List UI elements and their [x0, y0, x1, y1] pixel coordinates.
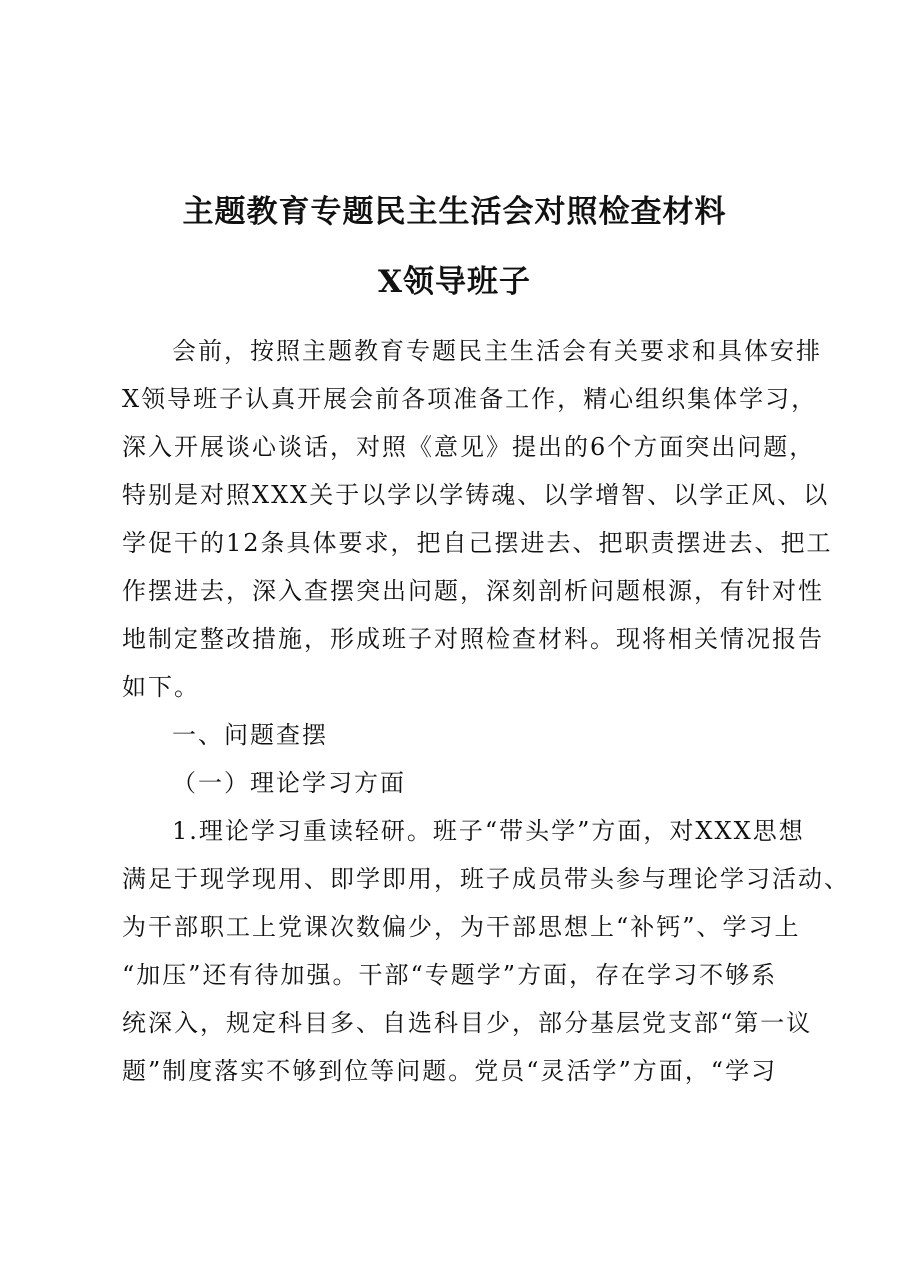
body-line: X领导班子认真开展会前各项准备工作，精心组织集体学习，: [122, 385, 818, 413]
body-line: 如下。: [122, 673, 200, 701]
document-subtitle: X领导班子: [377, 264, 532, 300]
document-title: 主题教育专题民主生活会对照检查材料: [182, 194, 727, 230]
body-line: “加压”还有待加强。干部“专题学”方面，存在学习不够系: [122, 961, 778, 989]
body-line: 特别是对照XXX关于以学以学铸魂、以学增智、以学正风、以: [122, 481, 830, 509]
body-line: 满足于现学现用、即学即用，班子成员带头参与理论学习活动、: [122, 865, 850, 893]
body-line: 1.理论学习重读轻研。班子“带头学”方面，对XXX思想: [172, 817, 805, 845]
body-line: 深入开展谈心谈话，对照《意见》提出的6个方面突出问题，: [122, 433, 816, 461]
body-line: 作摆进去，深入查摆突出问题，深刻剖析问题根源，有针对性: [122, 577, 824, 605]
body-line: 学促干的12条具体要求，把自己摆进去、把职责摆进去、把工: [122, 529, 833, 557]
body-line: 地制定整改措施，形成班子对照检查材料。现将相关情况报告: [122, 625, 824, 653]
section-heading: 一、问题查摆: [172, 721, 328, 749]
body-line: 统深入，规定科目多、自选科目少，部分基层党支部“第一议: [122, 1009, 813, 1037]
body-line: 为干部职工上党课次数偏少，为干部思想上“补钙”、学习上: [122, 913, 801, 941]
subsection-heading: （一）理论学习方面: [172, 769, 406, 797]
body-line: 会前，按照主题教育专题民主生活会有关要求和具体安排: [172, 337, 822, 365]
body-line: 题”制度落实不够到位等问题。党员“灵活学”方面，“学习: [122, 1057, 778, 1085]
